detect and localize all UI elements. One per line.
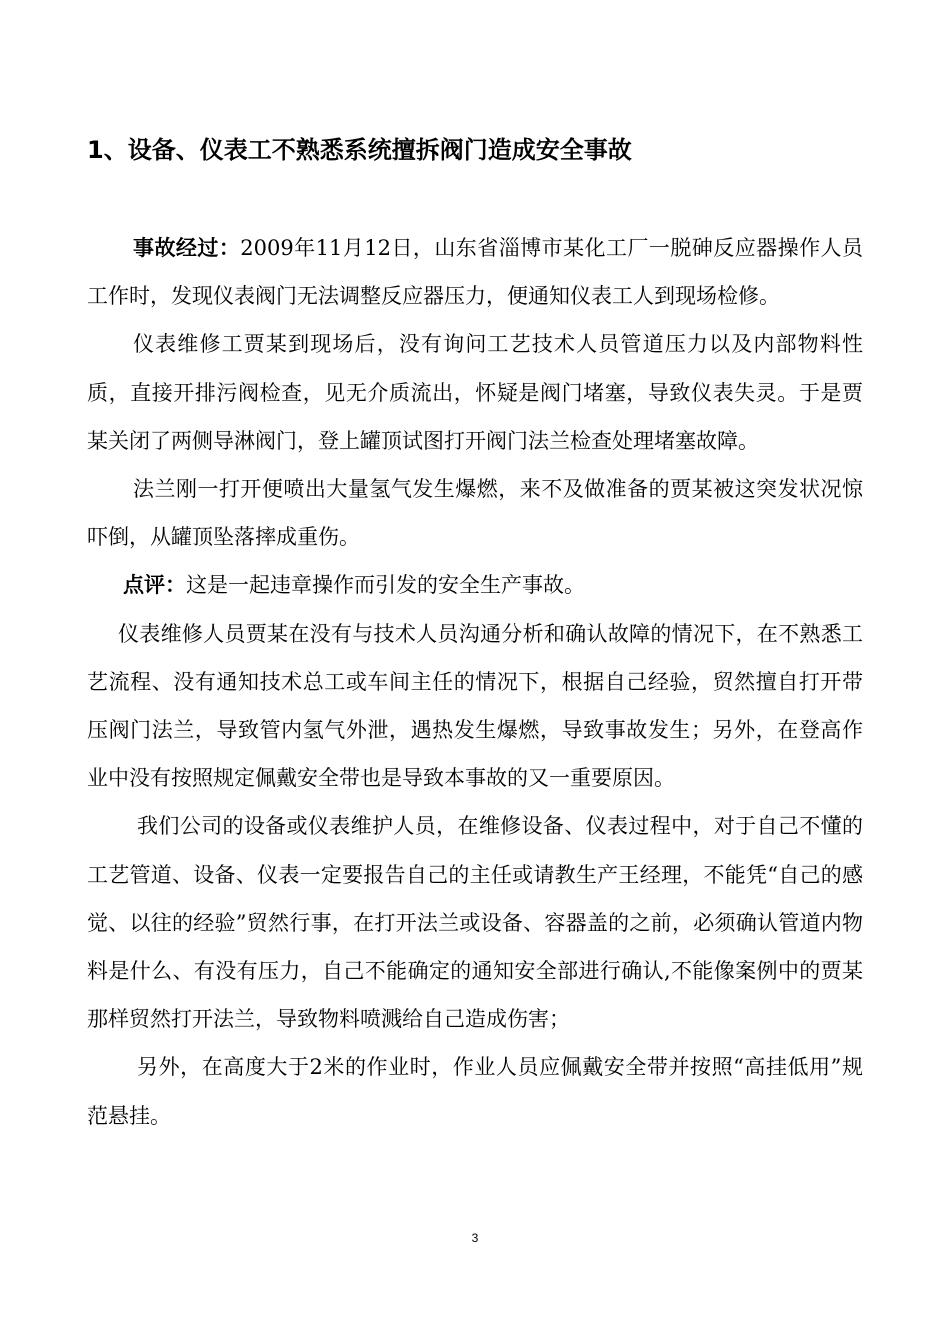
paragraph-comment [87,561,863,609]
document-title: 1、设备、仪表工不熟悉系统擅拆阀门造成安全事故 [87,136,632,164]
paragraph-height-work [87,1043,863,1139]
paragraph-text: 我们公司的设备或仪表维护人员，在维修设备、仪表过程中，对于自己不懂的工艺管道、设备、仪表一定要报告自己的主任或请教生产王经理，不能凭“自己的感觉、以往的经验”贸然行事，在打开法兰或设备、容器盖的之前，必须确认管道内物料是什么、有没有压力，自己不能确定的通知安全部进行确认,不能像案例中的贾某那样贸然打开法兰，导致物料喷溅给自己造成伤害； [87,814,863,1032]
paragraph-text: 这是一起违章操作而引发的安全生产事故。 [186,573,585,598]
paragraph-analysis [87,610,863,803]
paragraph-text: 法兰刚一打开便喷出大量氢气发生爆燃，来不及做准备的贾某被这突发状况惊吓倒，从罐顶坠落摔成重伤。 [87,477,863,550]
page-number: 3 [471,1231,479,1245]
paragraph-text: 另外，在高度大于2米的作业时，作业人员应佩戴安全带并按照“高挂低用”规范悬挂。 [87,1055,863,1128]
paragraph-accident-process [87,224,863,320]
paragraph-text: 仪表维修人员贾某在没有与技术人员沟通分析和确认故障的情况下，在不熟悉工艺流程、没有通知技术总工或车间主任的情况下，根据自己经验，贸然擅自打开带压阀门法兰，导致管内氢气外泄，遇热发生爆燃，导致事故发生；另外，在登高作业中没有按照规定佩戴安全带也是导致本事故的又一重要原因。 [87,621,863,791]
paragraph-explosion [87,465,863,561]
paragraph-lead-label: 事故经过： [133,236,241,260]
paragraph-repair-worker [87,320,863,465]
paragraph-company-requirement [87,802,863,1043]
paragraph-lead-label: 点评： [123,573,186,598]
paragraph-text: 仪表维修工贾某到现场后，没有询问工艺技术人员管道压力以及内部物料性质，直接开排污阀检查，见无介质流出，怀疑是阀门堵塞，导致仪表失灵。于是贾某关闭了两侧导淋阀门，登上罐顶试图打开阀门法兰检查处理堵塞故障。 [87,332,863,453]
document-body [87,224,863,1140]
paragraph-text: 2009年11月12日，山东省淄博市某化工厂一脱砷反应器操作人员工作时，发现仪表阀门无法调整反应器压力，便通知仪表工人到现场检修。 [87,236,863,309]
